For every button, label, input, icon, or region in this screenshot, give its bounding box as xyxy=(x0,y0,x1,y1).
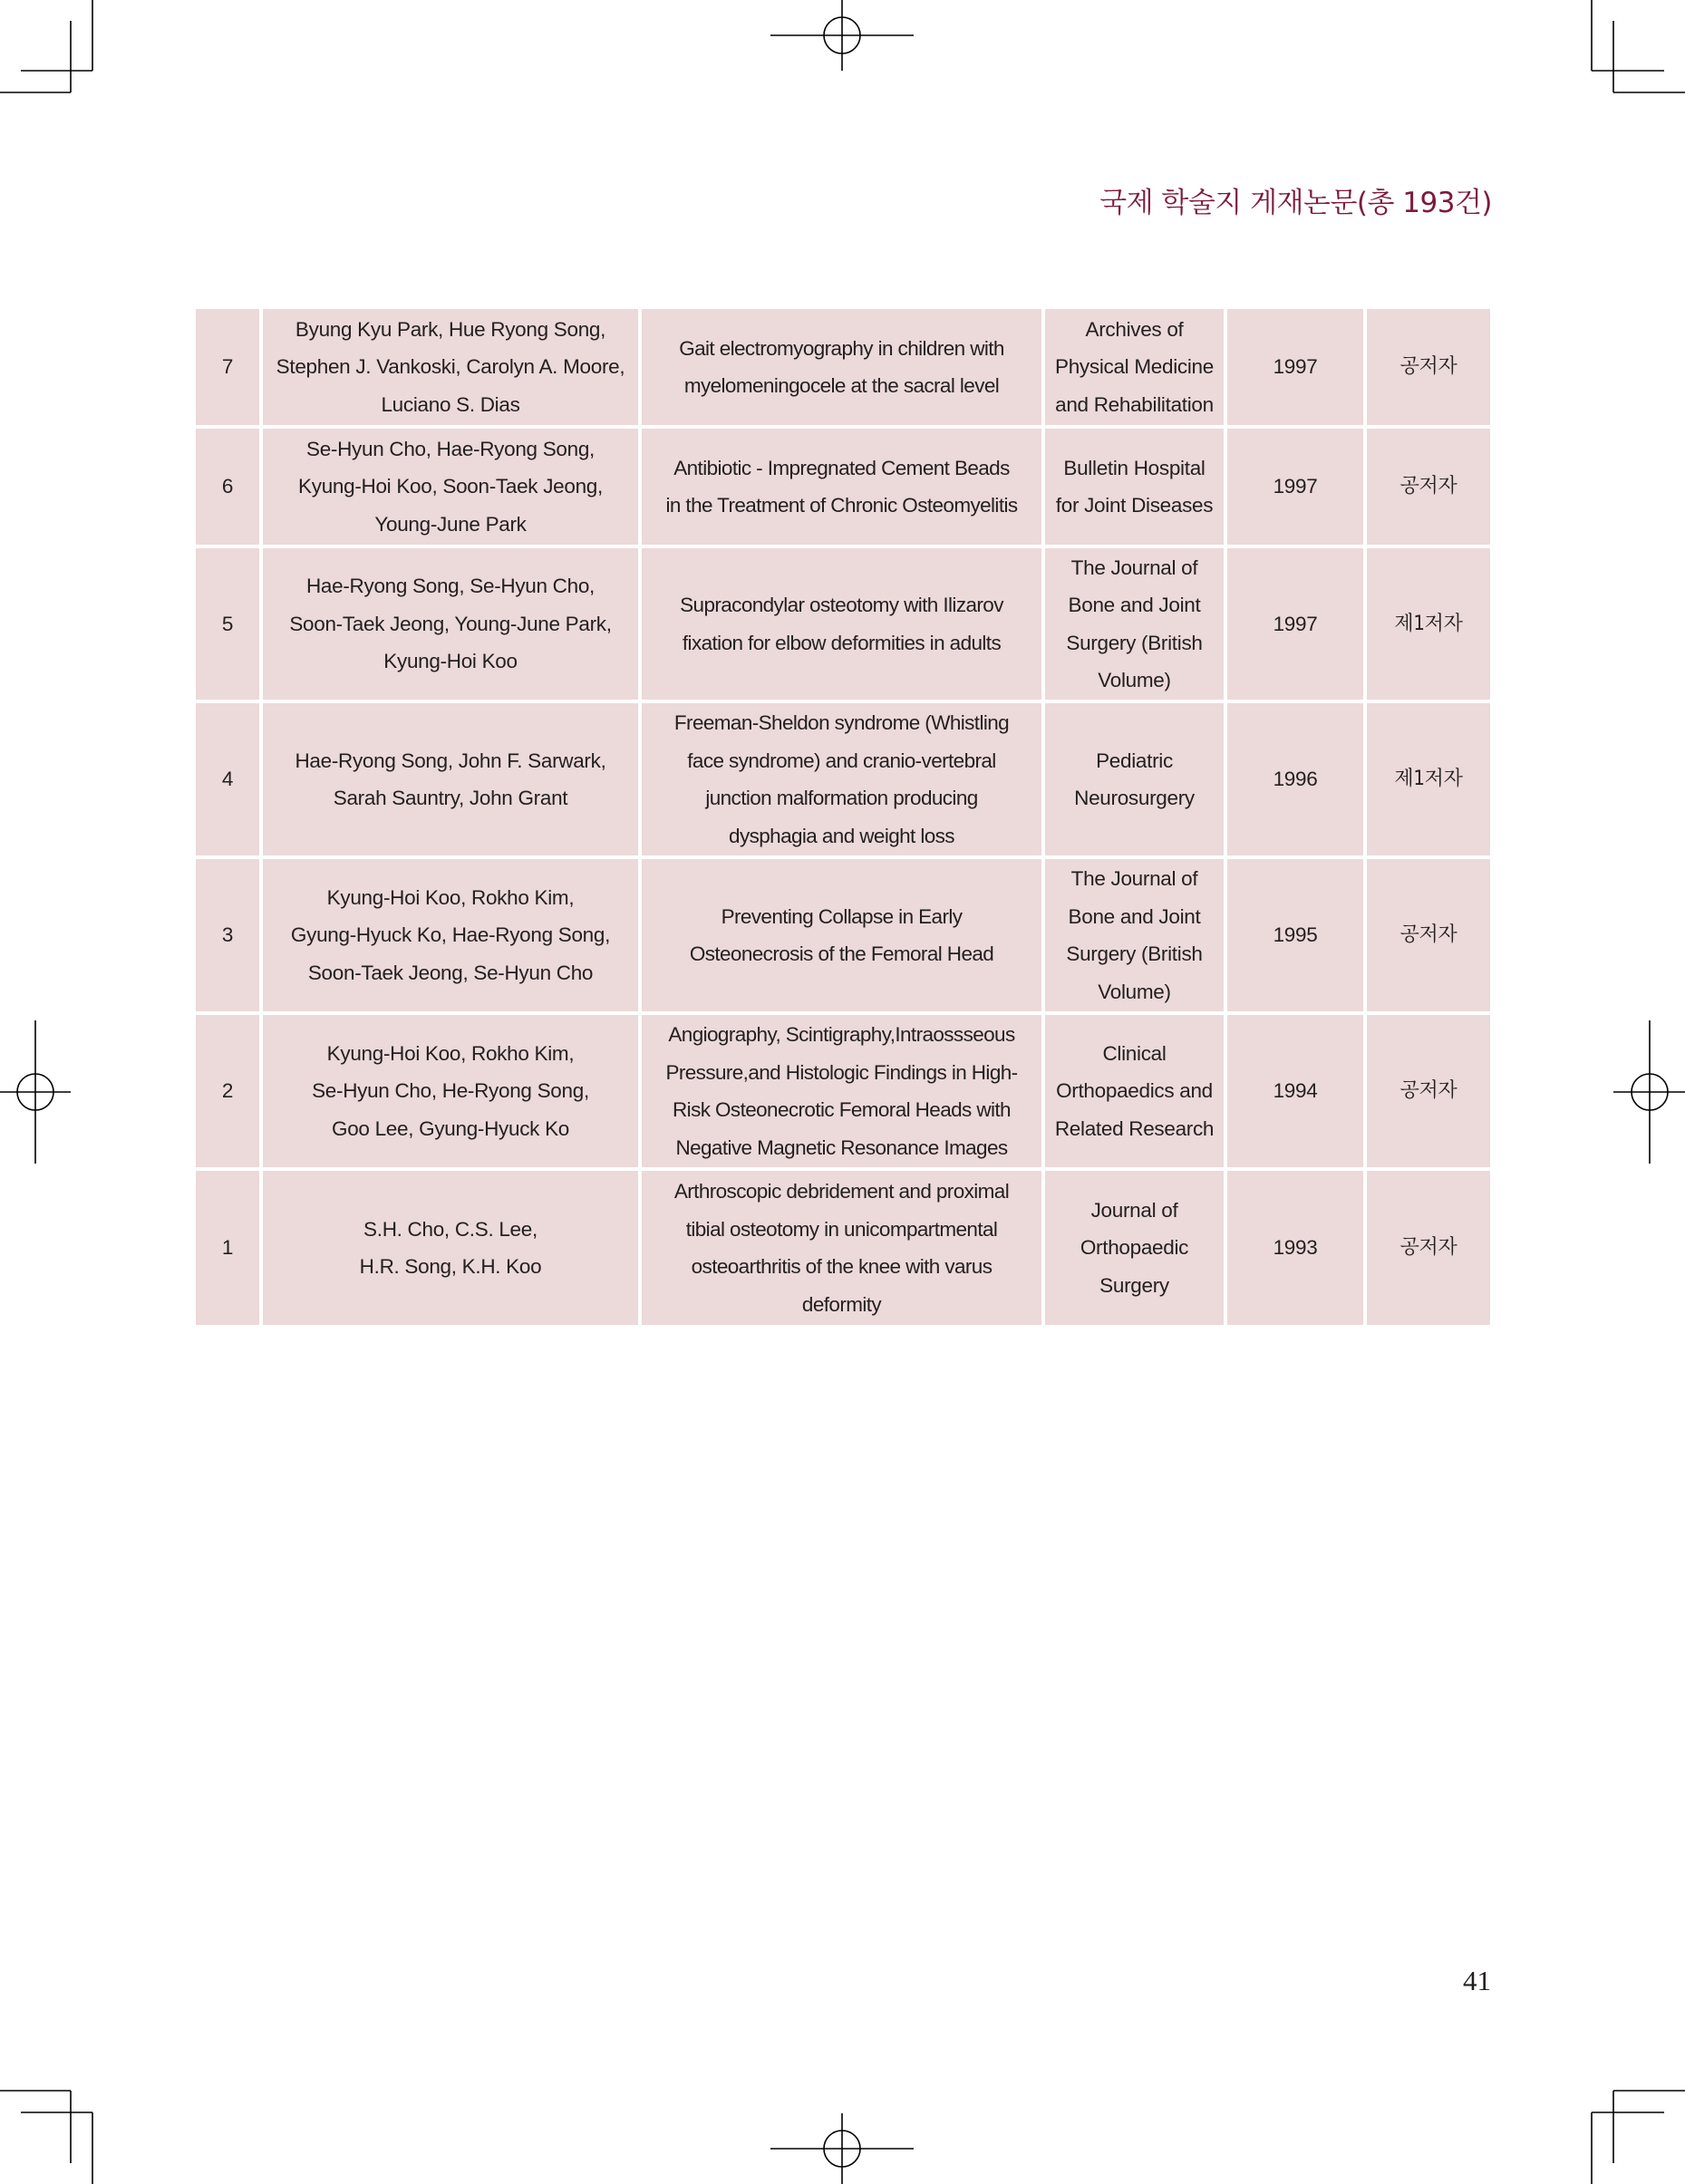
table-row xyxy=(196,1015,1490,1167)
journal-cell-line: Physical Medicine xyxy=(1055,355,1214,379)
journal-cell-line: Orthopaedics and xyxy=(1056,1079,1213,1103)
paper-title-cell-line: Preventing Collapse in Early xyxy=(721,904,963,928)
authors-cell xyxy=(263,429,638,545)
authors-cell xyxy=(263,309,638,425)
author-role-cell: 공저자 xyxy=(1367,859,1490,1011)
authors-cell xyxy=(263,703,638,855)
journal-cell-line: The Journal of xyxy=(1070,556,1198,579)
journal-cell-line: Volume) xyxy=(1098,980,1171,1003)
paper-title-cell xyxy=(642,1015,1041,1167)
journal-cell-line: Neurosurgery xyxy=(1074,787,1195,809)
paper-title-cell-line: Supracondylar osteotomy with Ilizarov xyxy=(680,594,1003,616)
paper-title-cell-line: in the Treatment of Chronic Osteomyelitis xyxy=(665,494,1018,517)
journal-cell-line: Bone and Joint xyxy=(1068,904,1201,928)
row-number-cell: 1 xyxy=(196,1171,259,1325)
year-cell: 1997 xyxy=(1227,309,1363,425)
authors-cell-line: Goo Lee, Gyung-Hyuck Ko xyxy=(332,1116,569,1140)
journal-cell xyxy=(1045,309,1224,425)
year-cell: 1997 xyxy=(1227,429,1363,545)
year-cell: 1994 xyxy=(1227,1015,1363,1167)
journal-cell xyxy=(1045,859,1224,1011)
author-role-cell: 공저자 xyxy=(1367,309,1490,425)
authors-cell-line: Se-Hyun Cho, Hae-Ryong Song, xyxy=(305,437,596,460)
authors-cell xyxy=(263,548,638,700)
row-number-cell: 4 xyxy=(196,703,259,855)
paper-title-cell-line: Freeman-Sheldon syndrome (Whistling xyxy=(673,711,1010,734)
paper-title-cell xyxy=(642,859,1041,1011)
table-row xyxy=(196,429,1490,545)
year-cell: 1993 xyxy=(1227,1171,1363,1325)
author-role-cell: 공저자 xyxy=(1367,1015,1490,1167)
authors-cell-line: Kyung-Hoi Koo, Rokho Kim, xyxy=(326,885,575,909)
paper-title-cell-line: junction malformation producing xyxy=(705,787,978,809)
authors-cell-line: Sarah Sauntry, John Grant xyxy=(333,787,568,809)
author-role-cell: 제1저자 xyxy=(1367,703,1490,855)
authors-cell-line: Hae-Ryong Song, Se-Hyun Cho, xyxy=(305,575,596,598)
table-row xyxy=(196,703,1490,855)
paper-title-cell xyxy=(642,548,1041,700)
journal-cell-line: The Journal of xyxy=(1070,867,1198,890)
journal-cell-line: for Joint Diseases xyxy=(1055,494,1214,517)
authors-cell-line: Kyung-Hoi Koo, Soon-Taek Jeong, xyxy=(298,475,603,498)
paper-title-cell-line: Antibiotic - Impregnated Cement Beads xyxy=(673,456,1010,479)
authors-cell-line: Young-June Park xyxy=(374,512,527,536)
authors-cell-line: Gyung-Hyuck Ko, Hae-Ryong Song, xyxy=(290,923,611,947)
table-row xyxy=(196,548,1490,700)
paper-title-cell-line: Arthroscopic debridement and proximal xyxy=(673,1180,1010,1203)
authors-cell-line: Se-Hyun Cho, He-Ryong Song, xyxy=(312,1079,589,1103)
table-row xyxy=(196,1171,1490,1325)
journal-cell xyxy=(1045,1015,1224,1167)
paper-title-cell-line: Angiography, Scintigraphy,Intraossseous xyxy=(668,1023,1015,1046)
paper-title-cell-line: dysphagia and weight loss xyxy=(729,824,954,847)
paper-title-cell-line: Negative Magnetic Resonance Images xyxy=(675,1135,1008,1159)
paper-title-cell-line: Gait electromyography in children with xyxy=(679,336,1004,360)
journal-cell-line: Archives of xyxy=(1085,317,1184,341)
row-number-cell: 3 xyxy=(196,859,259,1011)
authors-cell-line: Stephen J. Vankoski, Carolyn A. Moore, xyxy=(276,355,625,379)
publications-table xyxy=(192,305,1494,1329)
paper-title-cell xyxy=(642,1171,1041,1325)
row-number-cell: 2 xyxy=(196,1015,259,1167)
authors-cell-line: Hae-Ryong Song, John F. Sarwark, xyxy=(295,749,606,772)
authors-cell-line: Kyung-Hoi Koo, Rokho Kim, xyxy=(326,1041,575,1065)
author-role-cell: 공저자 xyxy=(1367,429,1490,545)
publications-table-body xyxy=(196,309,1490,1325)
journal-cell-line: Related Research xyxy=(1054,1116,1215,1140)
row-number-cell: 7 xyxy=(196,309,259,425)
author-role-cell: 제1저자 xyxy=(1367,548,1490,700)
authors-cell-line: S.H. Cho, C.S. Lee, xyxy=(363,1217,537,1241)
journal-cell xyxy=(1045,1171,1224,1325)
paper-title-cell-line: face syndrome) and cranio-vertebral xyxy=(687,749,996,772)
author-role-cell: 공저자 xyxy=(1367,1171,1490,1325)
year-cell: 1995 xyxy=(1227,859,1363,1011)
authors-cell-line: H.R. Song, K.H. Koo xyxy=(359,1255,542,1278)
journal-cell-line: Surgery xyxy=(1099,1273,1169,1297)
authors-cell xyxy=(263,1015,638,1167)
paper-title-cell-line: tibial osteotomy in unicompartmental xyxy=(685,1217,998,1241)
page-number: 41 xyxy=(1463,1965,1491,1996)
journal-cell-line: Clinical xyxy=(1102,1041,1167,1065)
journal-cell-line: Surgery (British xyxy=(1066,631,1203,654)
authors-cell-line: Kyung-Hoi Koo xyxy=(383,650,518,673)
page-section-title: 국제 학술지 게재논문(총 193건) xyxy=(1099,187,1492,219)
paper-title-cell-line: Risk Osteonecrotic Femoral Heads with xyxy=(673,1098,1011,1121)
journal-cell xyxy=(1045,429,1224,545)
authors-cell-line: Soon-Taek Jeong, Young-June Park, xyxy=(289,612,612,635)
journal-cell-line: Volume) xyxy=(1098,669,1171,691)
journal-cell-line: and Rehabilitation xyxy=(1055,392,1214,416)
paper-title-cell xyxy=(642,703,1041,855)
journal-cell-line: Orthopaedic xyxy=(1080,1236,1189,1260)
row-number-cell: 6 xyxy=(196,429,259,545)
table-row xyxy=(196,859,1490,1011)
paper-title-cell-line: deformity xyxy=(801,1292,882,1316)
paper-title-cell-line: myelomeningocele at the sacral level xyxy=(683,374,1000,397)
paper-title-cell-line: Pressure,and Histologic Findings in High- xyxy=(665,1060,1018,1084)
journal-cell-line: Bone and Joint xyxy=(1068,594,1201,616)
authors-cell xyxy=(263,859,638,1011)
authors-cell-line: Luciano S. Dias xyxy=(381,392,520,416)
paper-title-cell-line: Osteonecrosis of the Femoral Head xyxy=(689,942,994,965)
row-number-cell: 5 xyxy=(196,548,259,700)
paper-title-cell-line: osteoarthritis of the knee with varus xyxy=(691,1255,993,1278)
journal-cell xyxy=(1045,703,1224,855)
journal-cell-line: Surgery (British xyxy=(1066,942,1203,965)
authors-cell-line: Soon-Taek Jeong, Se-Hyun Cho xyxy=(307,961,594,984)
journal-cell-line: Bulletin Hospital xyxy=(1063,456,1206,479)
journal-cell xyxy=(1045,548,1224,700)
paper-title-cell xyxy=(642,309,1041,425)
authors-cell xyxy=(263,1171,638,1325)
year-cell: 1996 xyxy=(1227,703,1363,855)
paper-title-cell-line: fixation for elbow deformities in adults xyxy=(682,631,1002,654)
journal-cell-line: Pediatric xyxy=(1096,749,1173,772)
year-cell: 1997 xyxy=(1227,548,1363,700)
authors-cell-line: Byung Kyu Park, Hue Ryong Song, xyxy=(295,317,606,341)
paper-title-cell xyxy=(642,429,1041,545)
table-row xyxy=(196,309,1490,425)
journal-cell-line: Journal of xyxy=(1090,1198,1178,1222)
